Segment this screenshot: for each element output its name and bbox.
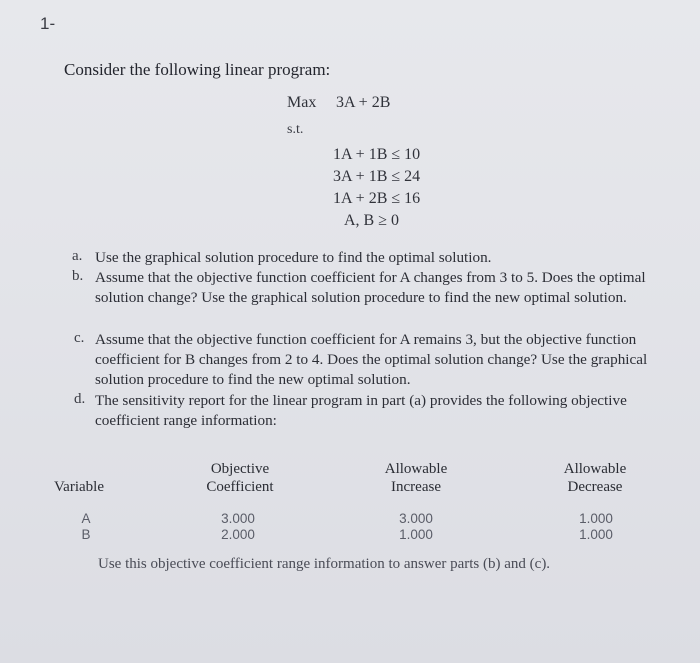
constraint-1: 1A + 1B ≤ 10 <box>333 146 421 163</box>
problem-intro: Consider the following linear program: <box>64 60 331 79</box>
question-d-text: The sensitivity report for the linear program in part (a) provides the following objective coefficient range information: <box>95 392 627 429</box>
row-a-increase: 3.000 <box>399 511 433 526</box>
question-a-text: Use the graphical solution procedure to find the optimal solution. <box>95 249 492 266</box>
question-c-text: Assume that the objective function coefficient for A remains 3, but the objective function coefficient for B changes from 2 to 4. Does the optimal solution change? Use the graphical solution procedure to find the new optimal solution. <box>95 331 648 388</box>
header-variable: Variable <box>54 479 104 495</box>
row-a-variable: A <box>81 511 91 526</box>
row-b-increase: 1.000 <box>399 527 433 542</box>
table-footnote: Use this objective coefficient range information to answer parts (b) and (c). <box>98 556 551 572</box>
objective-expression: 3A + 2B <box>336 94 391 111</box>
objective-label: Max <box>287 94 317 111</box>
header-objective-line1: Objective <box>210 461 270 477</box>
row-b-decrease: 1.000 <box>579 527 613 542</box>
header-increase-line2: Increase <box>391 479 441 495</box>
question-d-letter: d. <box>74 391 86 407</box>
header-objective-line2: Coefficient <box>206 479 274 495</box>
row-b-coefficient: 2.000 <box>221 527 255 542</box>
nonnegativity-constraint: A, B ≥ 0 <box>344 212 400 229</box>
question-c-letter: c. <box>74 330 85 346</box>
subject-to-label: s.t. <box>287 122 304 137</box>
header-allowable-increase <box>370 460 462 496</box>
problem-number: 1- <box>40 14 56 33</box>
question-a-letter: a. <box>72 248 83 264</box>
header-decrease-line2: Decrease <box>567 479 623 495</box>
constraint-3: 1A + 2B ≤ 16 <box>333 190 421 207</box>
question-b-text: Assume that the objective function coefficient for A changes from 3 to 5. Does the optimal solution change? Use the graphical solution procedure to find the new optimal solution. <box>95 269 646 306</box>
question-b-letter: b. <box>72 268 84 284</box>
header-decrease-line1: Allowable <box>563 461 627 477</box>
header-allowable-decrease <box>550 460 640 496</box>
constraint-2: 3A + 1B ≤ 24 <box>333 168 421 185</box>
header-increase-line1: Allowable <box>384 461 448 477</box>
row-b-variable: B <box>81 527 91 542</box>
row-a-decrease: 1.000 <box>579 511 613 526</box>
header-objective-coefficient <box>192 460 288 496</box>
row-a-coefficient: 3.000 <box>221 511 255 526</box>
